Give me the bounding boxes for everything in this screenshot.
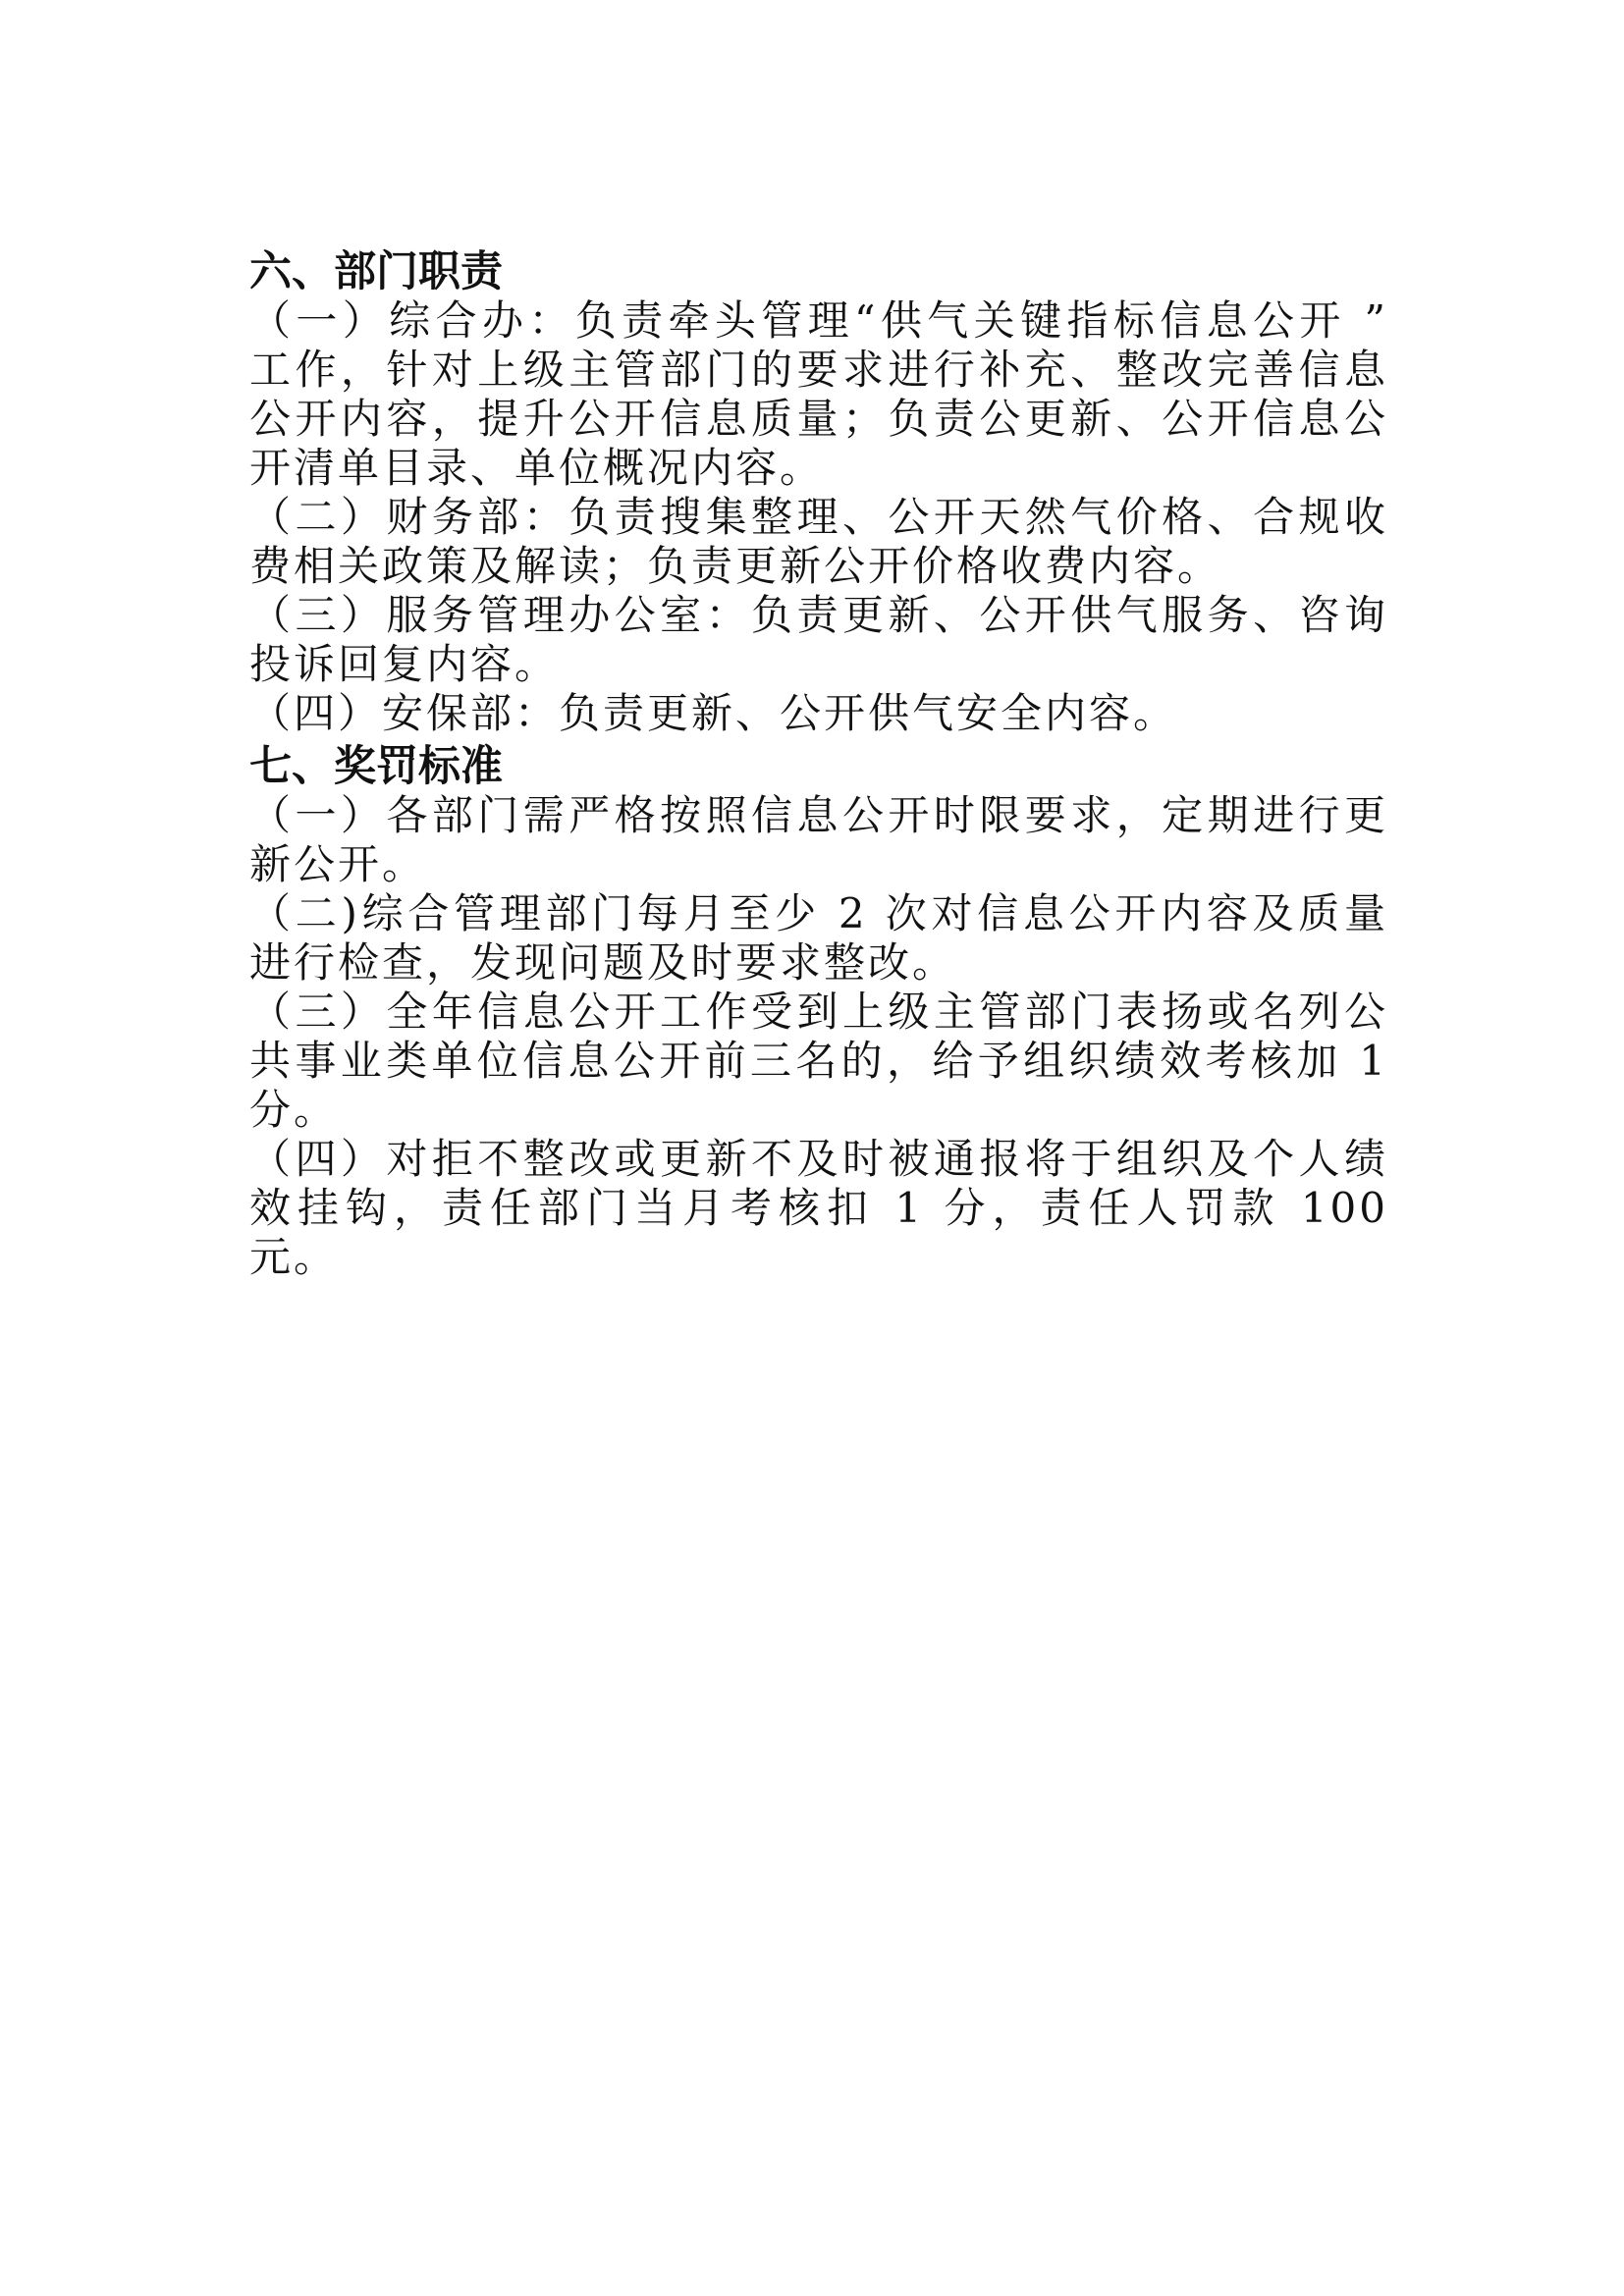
paragraph-item: （四）对拒不整改或更新不及时被通报将于组织及个人绩效挂钩，责任部门当月考核扣 1 分，责任人罚款 100 元。 xyxy=(249,1135,1388,1281)
paragraph-item: （二)综合管理部门每月至少 2 次对信息公开内容及质量进行检查，发现问题及时要求整改。 xyxy=(249,889,1388,987)
document-body xyxy=(249,243,1388,1282)
paragraph-item: （四）安保部：负责更新、公开供气安全内容。 xyxy=(249,689,1178,737)
paragraph-item: （二）财务部：负责搜集整理、公开天然气价格、合规收费相关政策及解读；负责更新公开价格收费内容。 xyxy=(249,493,1388,590)
section-heading: 七、奖罚标准 xyxy=(249,742,503,791)
section-heading: 六、部门职责 xyxy=(249,247,503,296)
section-department-duties xyxy=(249,243,1388,738)
paragraph-item: （三）全年信息公开工作受到上级主管部门表扬或名列公共事业类单位信息公开前三名的，给予组织绩效考核加 1 分。 xyxy=(249,988,1388,1134)
paragraph-item: （一）综合办：负责牵头管理“供气关键指标信息公开 ” 工作，针对上级主管部门的要求进行补充、整改完善信息公开内容，提升公开信息质量；负责公更新、公开信息公开清单目录、单位概况内容。 xyxy=(249,296,1388,492)
paragraph-item: （一）各部门需严格按照信息公开时限要求，定期进行更新公开。 xyxy=(249,791,1388,888)
section-rewards-penalties xyxy=(249,738,1388,1282)
paragraph-item: （三）服务管理办公室：负责更新、公开供气服务、咨询投诉回复内容。 xyxy=(249,591,1388,688)
